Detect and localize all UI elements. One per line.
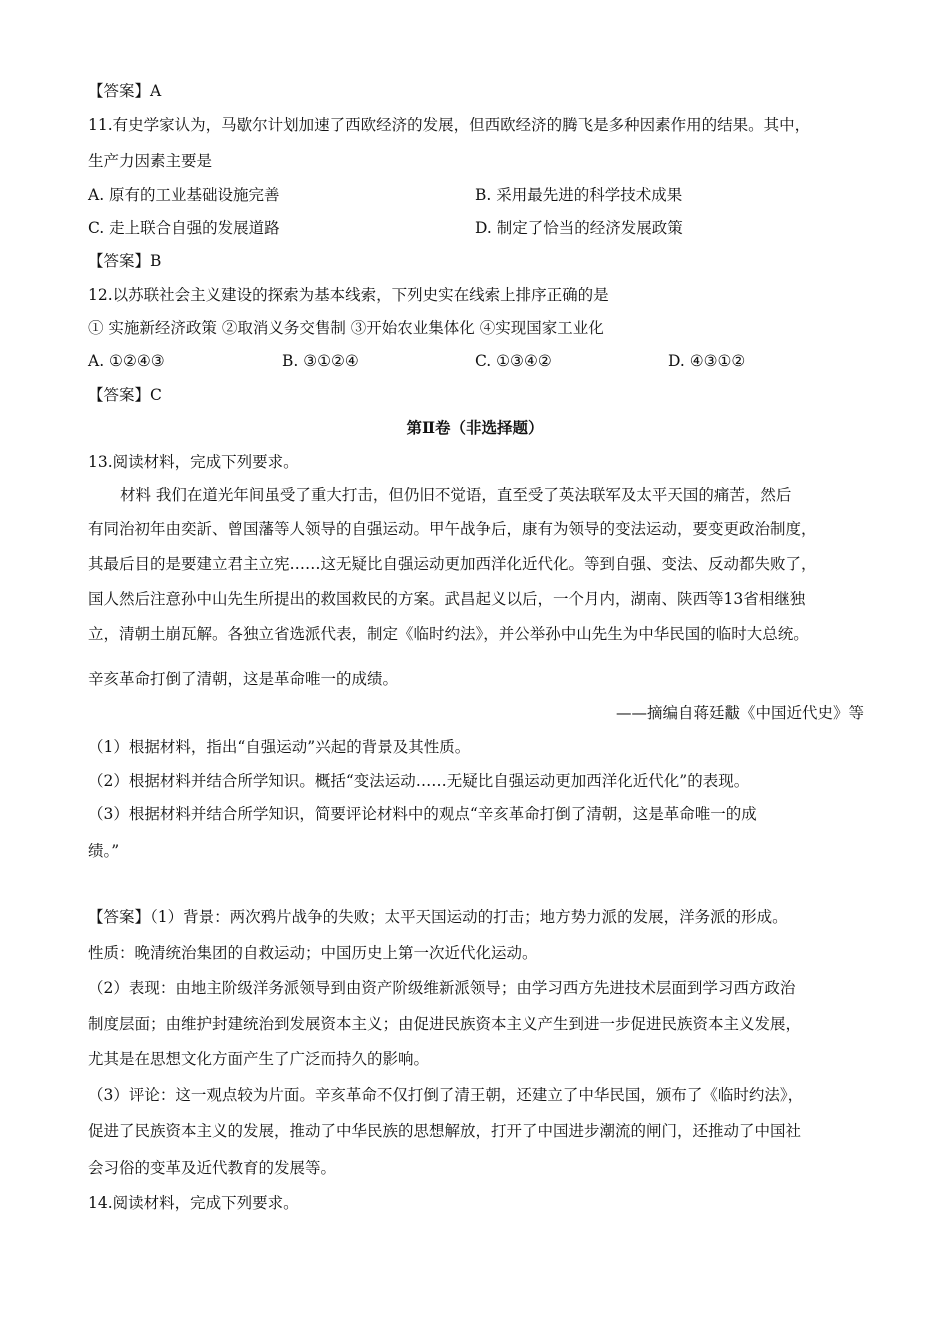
q13-answer-line7: 促进了民族资本主义的发展，推动了中华民族的思想解放，打开了中国进步潮流的闸门，还推动了中国社 bbox=[88, 1122, 802, 1140]
q13-answer-line8: 会习俗的变革及近代教育的发展等。 bbox=[88, 1159, 337, 1177]
q11-stem-line2: 生产力因素主要是 bbox=[88, 152, 213, 170]
q11-option-d: D. 制定了恰当的经济发展政策 bbox=[475, 219, 683, 237]
q13-question-1: （1）根据材料，指出“自强运动”兴起的背景及其性质。 bbox=[88, 738, 471, 756]
q12-stem: 12.以苏联社会主义建设的探索为基本线索，下列史实在线索上排序正确的是 bbox=[88, 286, 609, 304]
q12-option-b: B. ③①②④ bbox=[282, 352, 359, 370]
q12-option-c: C. ①③④② bbox=[475, 352, 552, 370]
q13-answer-line6: （3）评论：这一观点较为片面。辛亥革命不仅打倒了清王朝，还建立了中华民国，颁布了《临时约法》， bbox=[88, 1086, 804, 1104]
q12-items: ① 实施新经济政策 ②取消义务交售制 ③开始农业集体化 ④实现国家工业化 bbox=[88, 319, 604, 337]
section-title: 第Ⅱ卷（非选择题） bbox=[406, 418, 544, 437]
q13-stem: 13.阅读材料，完成下列要求。 bbox=[88, 453, 299, 471]
answer-12: 【答案】C bbox=[88, 386, 162, 404]
q11-option-b: B. 采用最先进的科学技术成果 bbox=[475, 186, 683, 204]
q13-source: ——摘编自蒋廷黻《中国近代史》等 bbox=[615, 704, 864, 722]
q13-material-line4: 国人然后注意孙中山先生所提出的救国救民的方案。武昌起义以后，一个月内，湖南、陕西等13省相继独 bbox=[88, 590, 806, 608]
q13-answer-line5: 尤其是在思想文化方面产生了广泛而持久的影响。 bbox=[88, 1050, 430, 1068]
q12-option-d: D. ④③①② bbox=[668, 352, 746, 370]
q13-question-3-cont: 绩。” bbox=[88, 842, 120, 860]
answer-10: 【答案】A bbox=[88, 82, 162, 100]
q13-question-2: （2）根据材料并结合所学知识。概括“变法运动……无疑比自强运动更加西洋化近代化”的表现。 bbox=[88, 772, 750, 790]
q14-stem: 14.阅读材料，完成下列要求。 bbox=[88, 1194, 299, 1212]
q13-material-line6: 辛亥革命打倒了清朝，这是革命唯一的成绩。 bbox=[88, 670, 399, 688]
q13-material-line3: 其最后目的是要建立君主立宪……这无疑比自强运动更加西洋化近代化。等到自强、变法、反动都失败了， bbox=[88, 555, 817, 573]
answer-11: 【答案】B bbox=[88, 252, 162, 270]
q13-answer-line3: （2）表现：由地主阶级洋务派领导到由资产阶级维新派领导；由学习西方先进技术层面到学习西方政治 bbox=[88, 979, 796, 997]
q13-material-line2: 有同治初年由奕訢、曾国藩等人领导的自强运动。甲午战争后，康有为领导的变法运动，要变更政治制度， bbox=[88, 520, 817, 538]
q13-material-line5: 立，清朝土崩瓦解。各独立省选派代表，制定《临时约法》，并公举孙中山先生为中华民国的临时大总统。 bbox=[88, 625, 809, 643]
q13-answer-line1: 【答案】（1）背景：两次鸦片战争的失败；太平天国运动的打击；地方势力派的发展，洋务派的形成。 bbox=[88, 908, 788, 926]
q11-option-c: C. 走上联合自强的发展道路 bbox=[88, 219, 280, 237]
q12-option-a: A. ①②④③ bbox=[88, 352, 165, 370]
q11-stem-line1: 11.有史学家认为，马歇尔计划加速了西欧经济的发展，但西欧经济的腾飞是多种因素作用的结果。其中， bbox=[88, 116, 811, 134]
q13-material-line1: 材料 我们在道光年间虽受了重大打击，但仍旧不觉语，直至受了英法联军及太平天国的痛苦，然后 bbox=[120, 486, 792, 504]
q13-answer-line4: 制度层面；由维护封建统治到发展资本主义；由促进民族资本主义产生到进一步促进民族资本主义发展， bbox=[88, 1015, 802, 1033]
q11-option-a: A. 原有的工业基础设施完善 bbox=[88, 186, 280, 204]
q13-question-3: （3）根据材料并结合所学知识，简要评论材料中的观点“辛亥革命打倒了清朝，这是革命唯一的成 bbox=[88, 805, 757, 823]
q13-answer-line2: 性质：晚清统治集团的自救运动；中国历史上第一次近代化运动。 bbox=[88, 944, 538, 962]
